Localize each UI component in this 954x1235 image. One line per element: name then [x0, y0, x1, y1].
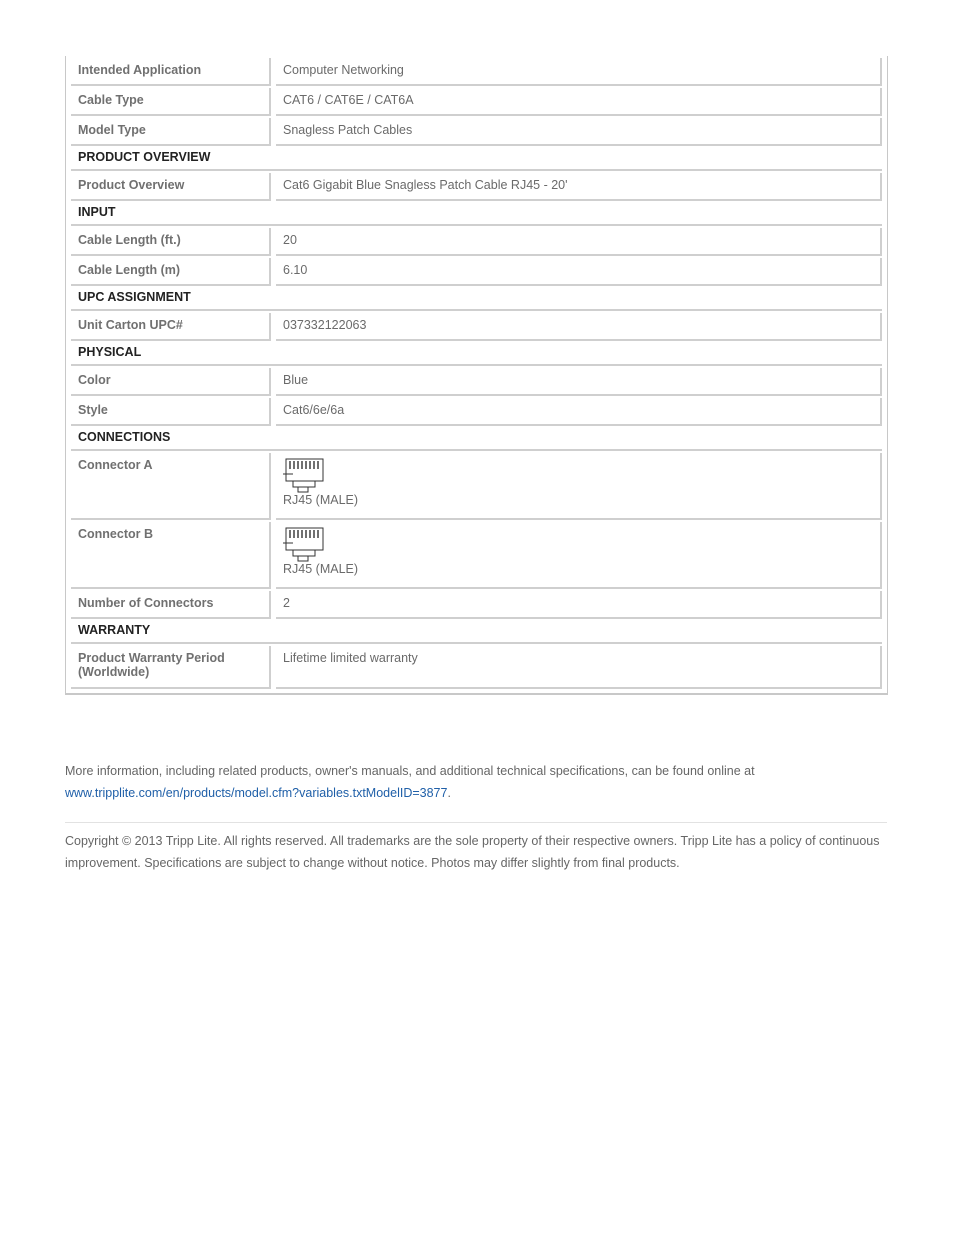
connector-type-label: RJ45 (MALE) — [283, 493, 359, 507]
link-suffix: . — [447, 786, 451, 800]
spec-row-connector-b — [71, 520, 882, 589]
more-info-paragraph — [65, 760, 887, 804]
spec-label: Connector B — [71, 522, 271, 589]
copyright-text: Copyright © 2013 Tripp Lite. All rights reserved. All trademarks are the sole property of their respective owners. Tripp Lite has a policy of continuous improvement. Specifications are subject to change without notice. Photos may differ slightly from final products. — [65, 834, 880, 870]
section-header-input: INPUT — [71, 201, 882, 226]
spec-row-style — [71, 396, 882, 426]
spec-label: Cable Length (m) — [71, 258, 271, 286]
divider — [65, 822, 887, 823]
section-header-physical: PHYSICAL — [71, 341, 882, 366]
spec-value: CAT6 / CAT6E / CAT6A — [276, 88, 882, 116]
spec-value: Blue — [276, 368, 882, 396]
spec-row-connector-a — [71, 451, 882, 520]
spec-row-cable-length-ft — [71, 226, 882, 256]
spec-label: Color — [71, 368, 271, 396]
spec-label: Product Warranty Period (Worldwide) — [71, 646, 271, 689]
spec-label: Connector A — [71, 453, 271, 520]
spec-row-color — [71, 366, 882, 396]
rj45-connector-icon — [283, 458, 327, 494]
spec-value — [276, 522, 882, 589]
section-header-warranty: WARRANTY — [71, 619, 882, 644]
spec-label: Style — [71, 398, 271, 426]
spec-label: Intended Application — [71, 58, 271, 86]
spec-row-cable-length-m — [71, 256, 882, 286]
spec-table — [65, 56, 888, 695]
spec-value: Cat6/6e/6a — [276, 398, 882, 426]
section-header-connections: CONNECTIONS — [71, 426, 882, 451]
spec-value: 20 — [276, 228, 882, 256]
spec-label: Cable Type — [71, 88, 271, 116]
spec-value: Cat6 Gigabit Blue Snagless Patch Cable RJ45 - 20' — [276, 173, 882, 201]
spec-row-product-overview — [71, 171, 882, 201]
spec-value: Computer Networking — [276, 58, 882, 86]
spec-label: Unit Carton UPC# — [71, 313, 271, 341]
spec-value: 2 — [276, 591, 882, 619]
spec-label: Product Overview — [71, 173, 271, 201]
more-info-text: More information, including related products, owner's manuals, and additional technical specifications, can be found online at — [65, 764, 755, 778]
spec-value: 037332122063 — [276, 313, 882, 341]
connector-type-label: RJ45 (MALE) — [283, 562, 359, 576]
spec-row-cable-type — [71, 86, 882, 116]
section-header-upc-assignment: UPC ASSIGNMENT — [71, 286, 882, 311]
spec-row-number-of-connectors — [71, 589, 882, 619]
rj45-connector-icon — [283, 527, 327, 563]
spec-row-warranty-period — [71, 644, 882, 689]
spec-value: 6.10 — [276, 258, 882, 286]
spec-row-unit-carton-upc — [71, 311, 882, 341]
spec-row-model-type — [71, 116, 882, 146]
product-page-link[interactable]: www.tripplite.com/en/products/model.cfm?variables.txtModelID=3877 — [65, 786, 448, 800]
spec-value: Snagless Patch Cables — [276, 118, 882, 146]
spec-label: Model Type — [71, 118, 271, 146]
spec-row-intended-application — [71, 56, 882, 86]
spec-label: Number of Connectors — [71, 591, 271, 619]
spec-value — [276, 453, 882, 520]
spec-value: Lifetime limited warranty — [276, 646, 882, 689]
spec-label: Cable Length (ft.) — [71, 228, 271, 256]
section-header-product-overview: PRODUCT OVERVIEW — [71, 146, 882, 171]
